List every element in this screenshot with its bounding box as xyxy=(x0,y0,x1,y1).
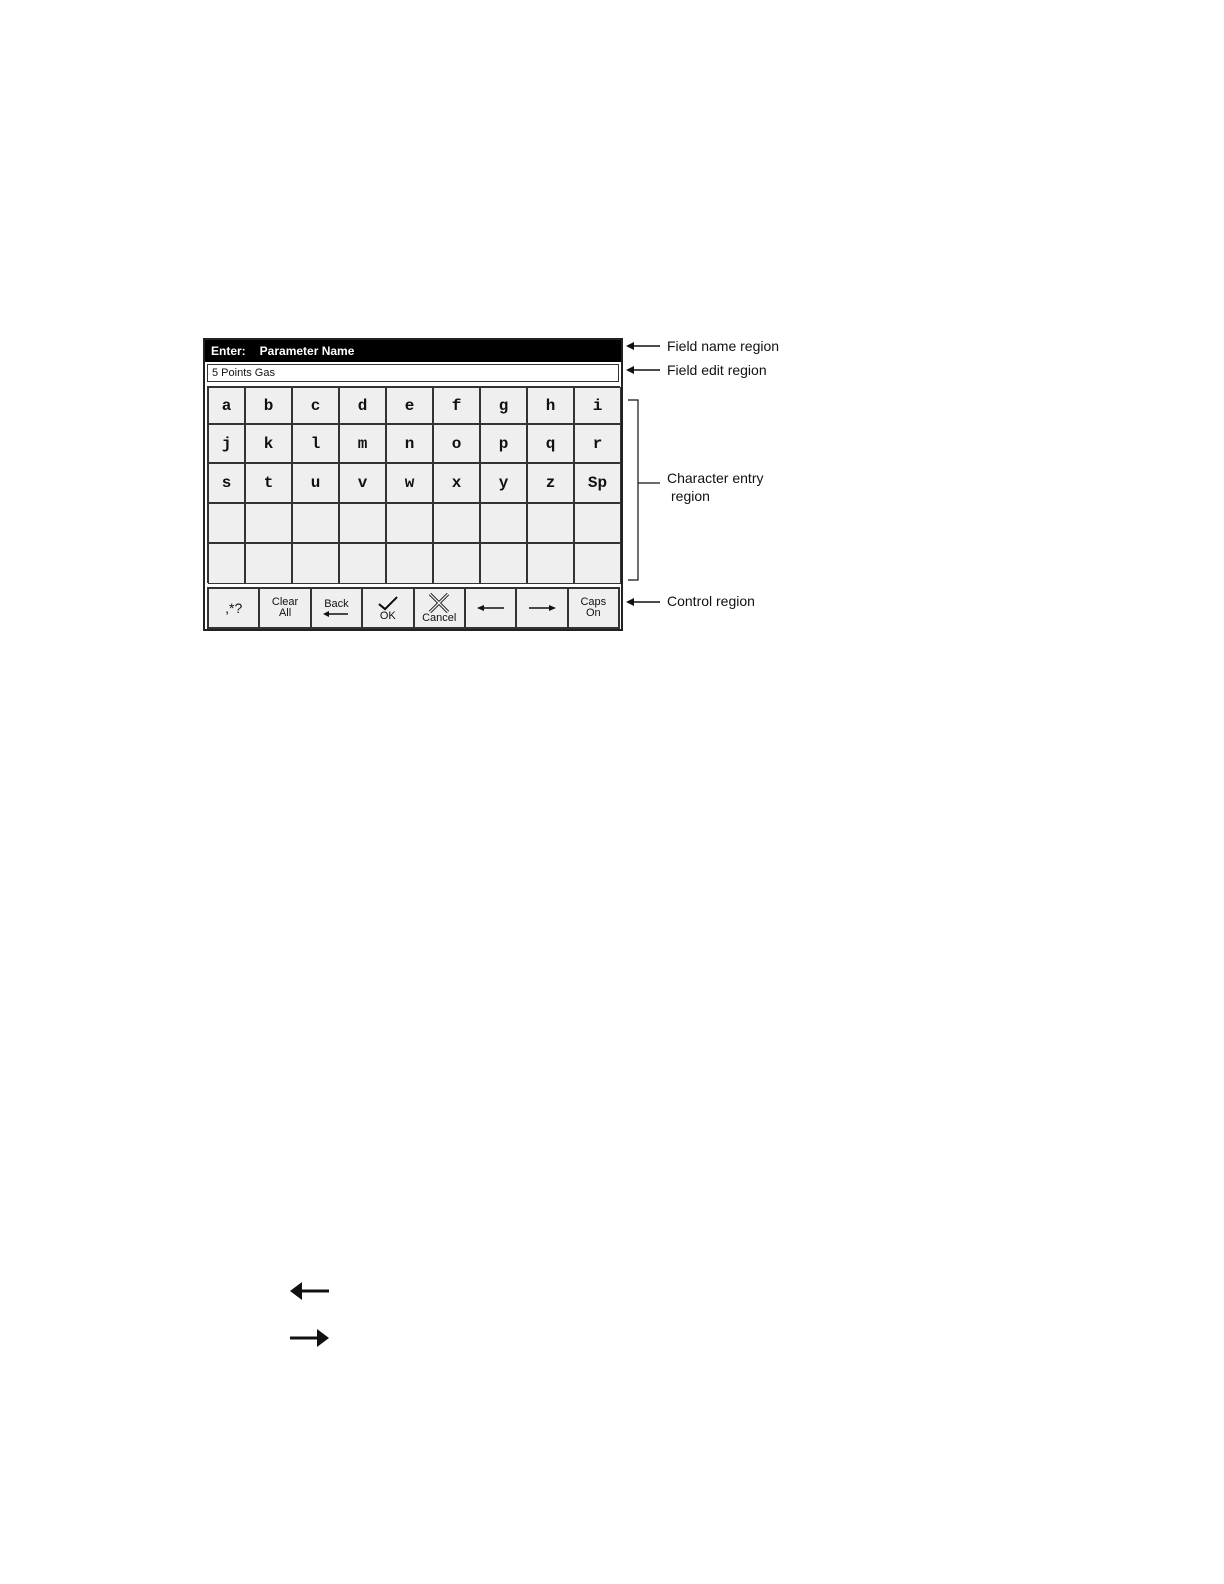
key-blank[interactable] xyxy=(480,543,527,584)
field-name-label: Enter: xyxy=(211,344,246,358)
character-entry-grid xyxy=(207,386,620,583)
key-v[interactable]: v xyxy=(339,463,386,503)
key-u[interactable]: u xyxy=(292,463,339,503)
key-blank[interactable] xyxy=(245,543,292,584)
key-blank[interactable] xyxy=(292,543,339,584)
key-blank[interactable] xyxy=(433,543,480,584)
key-c[interactable]: c xyxy=(292,387,339,424)
key-b[interactable]: b xyxy=(245,387,292,424)
cursor-left-button[interactable] xyxy=(465,588,516,628)
key-y[interactable]: y xyxy=(480,463,527,503)
caps-label-2: On xyxy=(585,607,601,619)
clear-all-label-2: All xyxy=(278,607,292,619)
caps-on-button[interactable] xyxy=(568,588,619,628)
key-m[interactable]: m xyxy=(339,424,386,463)
key-s[interactable]: s xyxy=(208,463,245,503)
key-p[interactable]: p xyxy=(480,424,527,463)
character-entry-region-label-1: Character entry xyxy=(667,470,764,486)
key-q[interactable]: q xyxy=(527,424,574,463)
cursor-right-button[interactable] xyxy=(516,588,567,628)
key-blank[interactable] xyxy=(527,543,574,584)
key-blank[interactable] xyxy=(245,503,292,543)
back-button[interactable] xyxy=(311,588,362,628)
field-name-region-label: Field name region xyxy=(667,338,780,354)
key-blank[interactable] xyxy=(386,543,433,584)
large-right-arrow-icon xyxy=(289,1326,331,1350)
ok-button[interactable] xyxy=(362,588,413,628)
key-l[interactable]: l xyxy=(292,424,339,463)
key-o[interactable]: o xyxy=(433,424,480,463)
left-arrow-icon xyxy=(477,604,505,612)
field-name-value: Parameter Name xyxy=(259,344,355,358)
key-blank[interactable] xyxy=(208,543,245,584)
symbols-label: ,*? xyxy=(225,599,243,616)
key-f[interactable]: f xyxy=(433,387,480,424)
key-i[interactable]: i xyxy=(574,387,621,424)
x-icon xyxy=(428,593,450,613)
keyboard-dialog xyxy=(203,338,623,631)
character-entry-region-label-2: region xyxy=(671,488,710,504)
key-blank[interactable] xyxy=(433,503,480,543)
key-blank[interactable] xyxy=(292,503,339,543)
key-blank[interactable] xyxy=(386,503,433,543)
key-blank[interactable] xyxy=(208,503,245,543)
key-blank[interactable] xyxy=(574,503,621,543)
key-blank[interactable] xyxy=(527,503,574,543)
field-edit-arrow xyxy=(626,366,660,374)
key-k[interactable]: k xyxy=(245,424,292,463)
backspace-arrow-icon xyxy=(323,610,349,618)
control-region xyxy=(207,587,620,629)
key-g[interactable]: g xyxy=(480,387,527,424)
key-blank[interactable] xyxy=(574,543,621,584)
key-n[interactable]: n xyxy=(386,424,433,463)
key-w[interactable]: w xyxy=(386,463,433,503)
field-name-arrow xyxy=(626,342,660,350)
control-region-label: Control region xyxy=(667,593,755,609)
character-entry-bracket xyxy=(628,400,660,580)
ok-label: OK xyxy=(379,609,396,622)
key-blank[interactable] xyxy=(339,503,386,543)
key-blank[interactable] xyxy=(480,503,527,543)
field-edit-region-label: Field edit region xyxy=(667,362,767,378)
key-x[interactable]: x xyxy=(433,463,480,503)
symbols-button[interactable] xyxy=(208,588,259,628)
large-left-arrow-icon xyxy=(289,1280,331,1304)
key-j[interactable]: j xyxy=(208,424,245,463)
key-t[interactable]: t xyxy=(245,463,292,503)
key-z[interactable]: z xyxy=(527,463,574,503)
cancel-label: Cancel xyxy=(422,611,457,624)
key-e[interactable]: e xyxy=(386,387,433,424)
check-icon xyxy=(377,595,399,611)
key-r[interactable]: r xyxy=(574,424,621,463)
field-name-region xyxy=(205,340,621,362)
key-space[interactable]: Sp xyxy=(574,463,621,503)
annotation-lines xyxy=(620,335,670,625)
clear-all-button[interactable] xyxy=(259,588,310,628)
back-label: Back xyxy=(324,597,349,610)
control-region-arrow xyxy=(626,598,660,606)
cancel-button[interactable] xyxy=(414,588,465,628)
key-blank[interactable] xyxy=(339,543,386,584)
clear-all-label-1: Clear xyxy=(271,596,299,608)
right-arrow-icon xyxy=(528,604,556,612)
caps-label-1: Caps xyxy=(580,596,607,608)
field-edit-input[interactable]: 5 Points Gas xyxy=(207,364,619,382)
key-h[interactable]: h xyxy=(527,387,574,424)
key-d[interactable]: d xyxy=(339,387,386,424)
key-a[interactable]: a xyxy=(208,387,245,424)
